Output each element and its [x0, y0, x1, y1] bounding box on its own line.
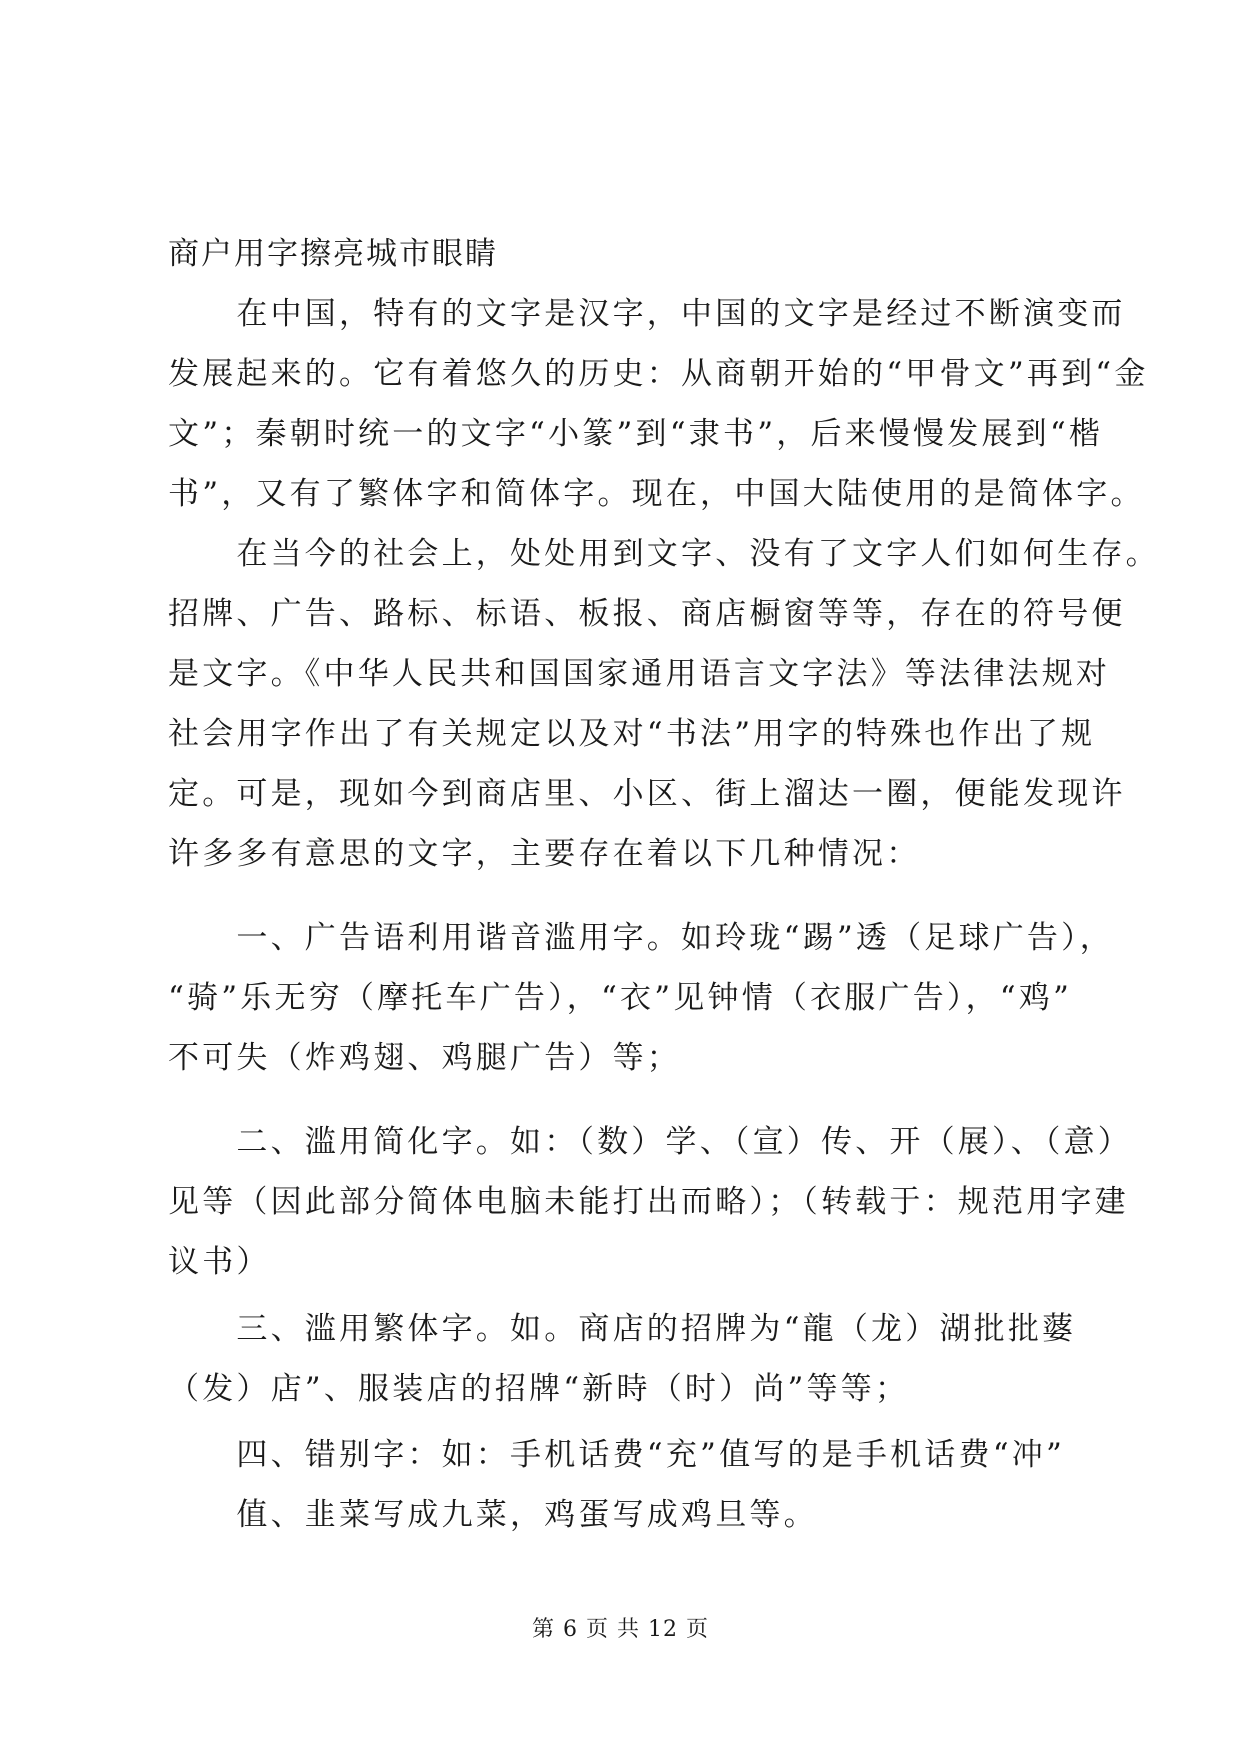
- body-line-18: （发）店”、服装店的招牌“新時（时）尚”等等；: [168, 1371, 910, 1407]
- body-line-8: 社会用字作出了有关规定以及对“书法”用字的特殊也作出了规: [168, 716, 1096, 752]
- body-line-9: 定。可是，现如今到商店里、小区、街上溜达一圈，便能发现许: [168, 776, 1126, 812]
- body-line-5: 在当今的社会上，处处用到文字、没有了文字人们如何生存。: [168, 536, 1160, 572]
- body-line-12: “骑”乐无穷（摩托车广告），“衣”见钟情（衣服广告），“鸡”: [168, 980, 1073, 1016]
- body-line-10: 许多多有意思的文字，主要存在着以下几种情况：: [168, 836, 921, 872]
- body-line-19: 四、错别字：如：手机话费“充”值写的是手机话费“冲”: [168, 1437, 1065, 1473]
- body-line-7: 是文字。《中华人民共和国国家通用语言文字法》等法律法规对: [168, 656, 1111, 692]
- body-line-6: 招牌、广告、路标、标语、板报、商店橱窗等等，存在的符号便: [168, 596, 1126, 632]
- body-line-4: 书”，又有了繁体字和简体字。现在，中国大陆使用的是简体字。: [168, 476, 1145, 512]
- body-line-14: 二、滥用简化字。如：（数）学、（宣）传、开（展）、（意）: [168, 1124, 1132, 1160]
- body-line-3: 文”；秦朝时统一的文字“小篆”到“隶书”，后来慢慢发展到“楷: [168, 416, 1104, 452]
- body-line-15: 见等（因此部分简体电脑未能打出而略）；（转载于：规范用字建: [168, 1184, 1129, 1220]
- body-line-1: 在中国，特有的文字是汉字，中国的文字是经过不断演变而: [168, 296, 1126, 332]
- body-line-11: 一、广告语利用谐音滥用字。如玲珑“踢”透（足球广告），: [168, 920, 1114, 956]
- body-line-20: 值、韭菜写成九菜，鸡蛋写成鸡旦等。: [168, 1497, 818, 1533]
- body-line-2: 发展起来的。它有着悠久的历史：从商朝开始的“甲骨文”再到“金: [168, 356, 1149, 392]
- body-line-16: 议书）: [168, 1244, 271, 1280]
- document-title: 商户用字擦亮城市眼睛: [168, 236, 498, 272]
- body-line-17: 三、滥用繁体字。如。商店的招牌为“龍（龙）湖批批蔢: [168, 1311, 1077, 1347]
- body-line-13: 不可失（炸鸡翅、鸡腿广告）等；: [168, 1040, 681, 1076]
- page-number-footer: 第 6 页 共 12 页: [532, 1617, 709, 1642]
